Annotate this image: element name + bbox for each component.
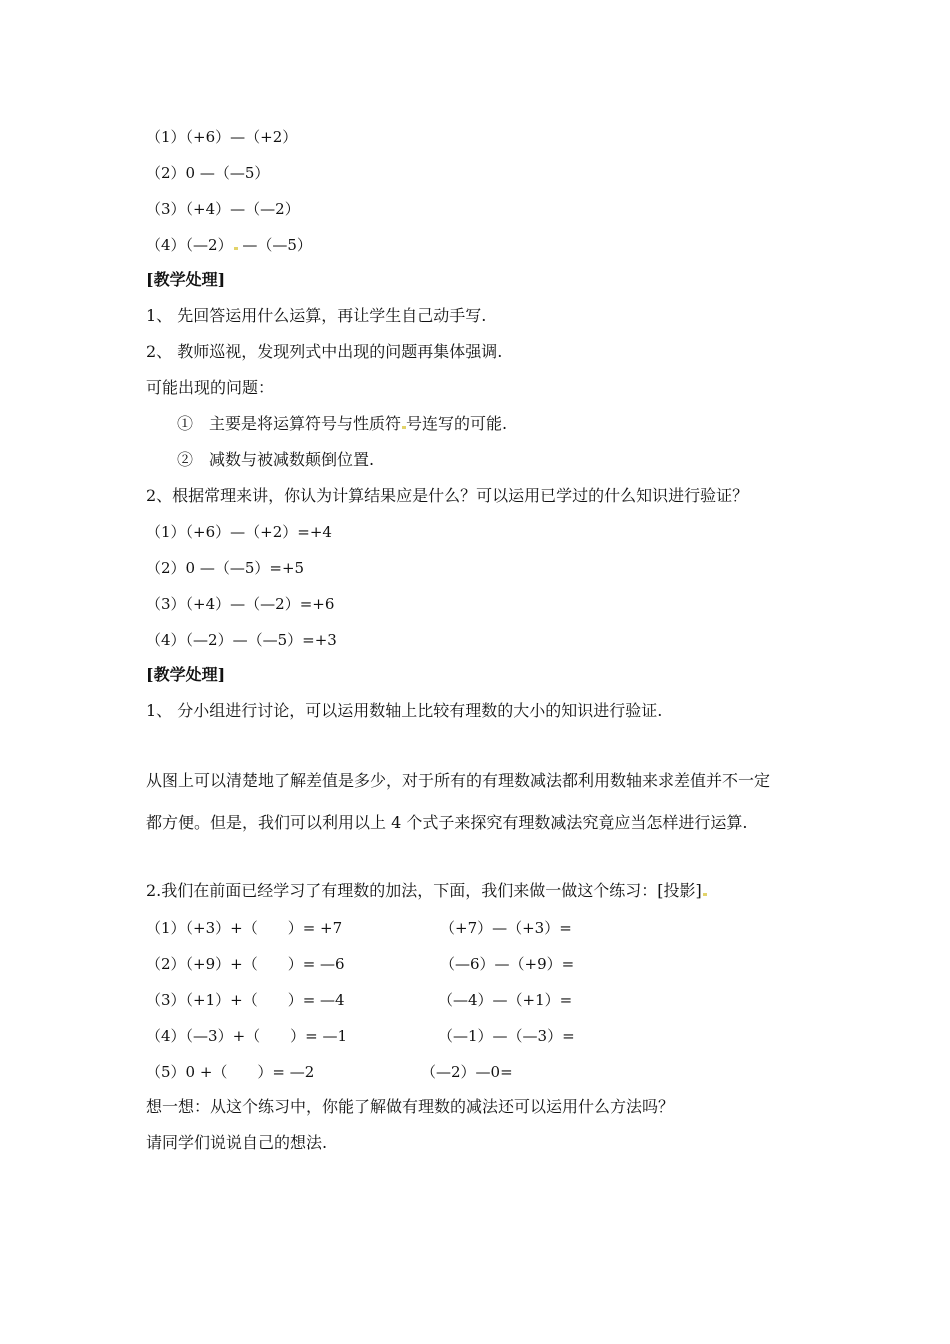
- answer-2: （2）0 —（—5）=+5: [146, 559, 305, 577]
- problem-4: （4）（—2） —（—5）: [146, 236, 312, 254]
- section-heading-1: [教学处理]: [146, 270, 226, 289]
- exercise-left-4: （4）（—3）+（ ）= —1: [146, 1027, 348, 1045]
- exercise-right-2: （—6）—（+9）=: [440, 955, 575, 973]
- problem-3: （3）（+4）—（—2）: [146, 200, 300, 218]
- question-2: 2、根据常理来讲，你认为计算结果应是什么？可以运用已学过的什么知识进行验证？: [146, 486, 749, 505]
- step-1: 1、 先回答运用什么运算，再让学生自己动手写.: [146, 306, 487, 325]
- answer-4: （4）（—2）—（—5）=+3: [146, 631, 337, 649]
- annotation-mark: [703, 893, 707, 896]
- answer-1: （1）（+6）—（+2）=+4: [146, 523, 332, 541]
- exercise-left-2: （2）（+9）+（ ）= —6: [146, 955, 345, 973]
- share-prompt: 请同学们说说自己的想法.: [146, 1133, 328, 1152]
- exercise-left-3: （3）（+1）+（ ）= —4: [146, 991, 345, 1009]
- section-heading-2: [教学处理]: [146, 665, 226, 684]
- issue-2: ② 减数与被减数颠倒位置.: [177, 450, 375, 469]
- issue-1: ① 主要是将运算符号与性质符 号连写的可能.: [177, 414, 508, 433]
- answer-3: （3）（+4）—（—2）=+6: [146, 595, 335, 613]
- problem-2: （2）0 —（—5）: [146, 164, 270, 182]
- exercise-right-3: （—4）—（+1）=: [438, 991, 573, 1009]
- paragraph-line-1: 从图上可以清楚地了解差值是多少，对于所有的有理数减法都利用数轴来求差值并不一定: [146, 771, 771, 790]
- paragraph-line-2: 都方便。但是，我们可以利用以上 4 个式子来探究有理数减法究竟应当怎样进行运算.: [146, 813, 748, 832]
- problem-1: （1）（+6）—（+2）: [146, 128, 298, 146]
- exercise-left-5: （5）0 +（ ）= —2: [146, 1063, 315, 1081]
- step-2: 2、 教师巡视，发现列式中出现的问题再集体强调.: [146, 342, 503, 361]
- think-prompt: 想一想：从这个练习中，你能了解做有理数的减法还可以运用什么方法吗？: [146, 1097, 675, 1116]
- discussion-1: 1、 分小组进行讨论，可以运用数轴上比较有理数的大小的知识进行验证.: [146, 701, 663, 720]
- possible-issues-label: 可能出现的问题：: [146, 378, 275, 397]
- exercise-intro: 2.我们在前面已经学习了有理数的加法，下面，我们来做一做这个练习：[投影]: [146, 881, 707, 901]
- exercise-right-4: （—1）—（—3）=: [438, 1027, 575, 1045]
- exercise-right-5: （—2）—0=: [421, 1063, 513, 1081]
- exercise-right-1: （+7）—（+3）=: [440, 919, 572, 937]
- exercise-left-1: （1）（+3）+（ ）= +7: [146, 919, 343, 937]
